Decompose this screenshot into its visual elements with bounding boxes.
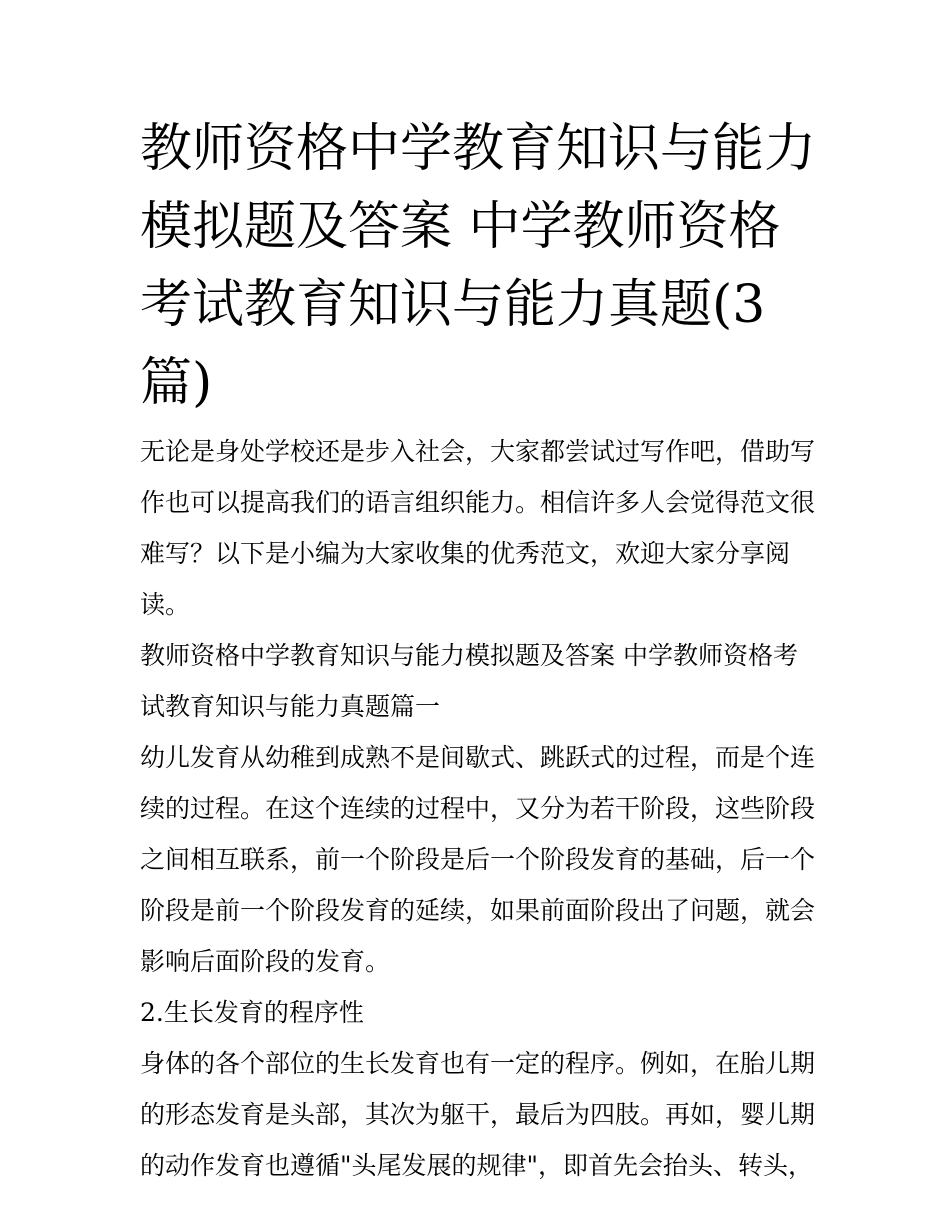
- intro-paragraph: 无论是身处学校还是步入社会，大家都尝试过写作吧，借助写作也可以提高我们的语言组织能力。相信许多人会觉得范文很难写？以下是小编为大家收集的优秀范文，欢迎大家分享阅读。: [140, 437, 816, 619]
- document-page: [140, 110, 820, 1191]
- subheading: 2.生长发育的程序性: [140, 998, 364, 1027]
- body-paragraph-1: 幼儿发育从幼稚到成熟不是间歇式、跳跃式的过程，而是个连续的过程。在这个连续的过程中，又分为若干阶段，这些阶段之间相互联系，前一个阶段是后一个阶段发育的基础，后一个阶段是前一个阶段发育的延续，如果前面阶段出了问题，就会影响后面阶段的发育。: [140, 743, 816, 976]
- section-heading: 教师资格中学教育知识与能力模拟题及答案 中学教师资格考试教育知识与能力真题篇一: [140, 641, 798, 721]
- document-title: 教师资格中学教育知识与能力模拟题及答案 中学教师资格考试教育知识与能力真题(3篇): [140, 119, 817, 413]
- body-paragraph-2: 身体的各个部位的生长发育也有一定的程序。例如，在胎儿期的形态发育是头部，其次为躯干，最后为四肢。再如，婴儿期的动作发育也遵循"头尾发展的规律"，即首先会抬头、转头，: [140, 1049, 816, 1180]
